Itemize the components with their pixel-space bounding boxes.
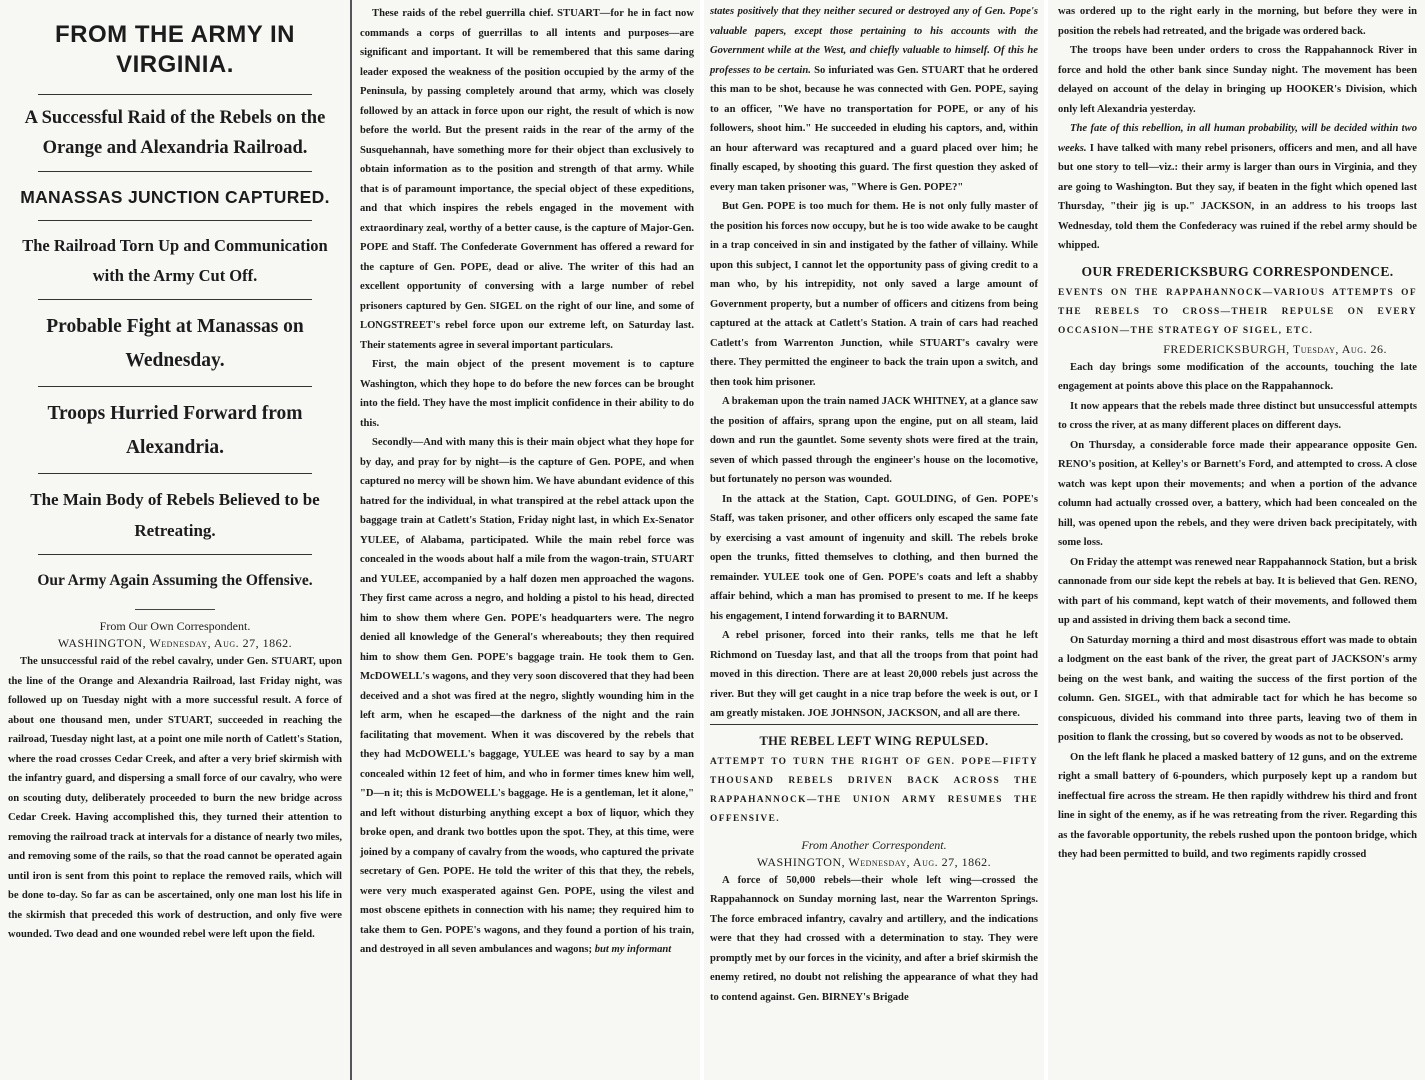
section-headline: OUR FREDERICKSBURG CORRESPONDENCE. [1081, 263, 1394, 279]
column-4 [1048, 0, 1425, 1080]
article-paragraph: On the left flank he placed a masked battery of 12 guns, and on the extreme right a small battery of 6-pounders, which purposely kept up a random but ineffectual fire across the stream. He then rapidly withdrew his third and front line in sight of the enemy, as if he was retreating from the river. Regarding this as the favorable opportunity, the rebels rushed upon the pontoon bridge, which they had been permitted to build, and two regiments rapidly crossed [1058, 751, 1417, 860]
article-paragraph [1058, 119, 1417, 256]
dateline: WASHINGTON, Wednesday, Aug. 27, 1862. [57, 636, 293, 650]
divider [38, 94, 312, 95]
article-paragraph: The unsuccessful raid of the rebel cavalry, under Gen. STUART, upon the line of the Orange and Alexandria Railroad, last Friday night, was followed up on Tuesday night with a more successful result. A force of about one thousand men, under STUART, succeeded in reaching the railroad, Tuesday night last, at a point one mile north of Catlett's Station, where the road crosses Cedar Creek, and after a very brief skirmish with the infantry guard, and dispersing a small force of our cavalry, who were on scouting duty, deliberately proceeded to burn the new bridge across Cedar Creek. Having accomplished this, they turned their attention to removing the railroad track at intervals for a distance of nearly two miles, and removing some of the rails, so that the road cannot be operated again until iron is sent from this point to replace the removed rails, which will be done to-day. So far as can be ascertained, only one man lost his life in the skirmish that preceded this work of destruction, and only five were wounded. Two dead and one wounded rebel were left upon the field. [8, 656, 342, 940]
article-paragraph: On Saturday morning a third and most disastrous effort was made to obtain a lodgment on the east bank of the river, the great part of JACKSON's army being on the west bank, and waiting the success of the first portion of the column. Gen. SIGEL, with that admirable tact for which he has become so conspicuous, divided his command into three parts, leaving two of them in position to flank the crossing, but so covered by woods as not to be observed. [1058, 634, 1417, 743]
main-headline: FROM THE ARMY IN VIRGINIA. [55, 21, 295, 78]
paragraph-italic-tail: but my informant [594, 944, 672, 955]
article-paragraph: In the attack at the Station, Capt. GOULDING, of Gen. POPE's Staff, was taken prisoner, and other officers only escaped the same fate by exercising a vast amount of ingenuity and skill. The rebels broke open the trunks, fitted themselves to clothing, and then burned the remainder. YULEE took one of Gen. POPE's coats and left a shabby affair behind, which a man has promised to present to me. If he keeps his engagement, I intend forwarding it to BARNUM. [710, 493, 1038, 622]
column-gap [1044, 0, 1047, 1080]
column-gap [700, 0, 703, 1080]
divider [38, 299, 312, 300]
headline-deck-railroad: The Railroad Torn Up and Communication with the Army Cut Off. [22, 236, 328, 285]
article-paragraph: These raids of the rebel guerrilla chief. STUART—for he in fact now commands a corps of guerrillas to all intents and purposes—are significant and important. It will be remembered that this same daring leader exposed the weakness of the position occupied by the army of the Peninsula, by passing completely around that army, which was closely followed by an attack in force upon our right, the result of which is now before the world. But the present raids in the rear of the army of the Susquehannah, have something more for their object than exclusively to obtain information as to the position and strength of that army. While that is of paramount importance, the special object of these expeditions, and that which inspires the rebels engaged in the movement with extraordinary zeal, worthy of a better cause, is the capture of Major-Gen. POPE and Staff. The Confederate Government has offered a reward for the capture of Gen. POPE, dead or alive. The writer of this had an excellent opportunity of conversing with a large number of rebel prisoners captured by Gen. SIGEL on the right of our line, and some of LONGSTREET's rebel force upon our extreme left, on Saturday last. Their statements agree in several important particulars. [360, 8, 694, 351]
article-paragraph: A force of 50,000 rebels—their whole left wing—crossed the Rappahannock on Sunday morning last, near the Warrenton Springs. The force embraced infantry, cavalry and artillery, and the indications were that they had crossed with a determination to stay. They were promptly met by our forces in the vicinity, and after a brief skirmish the enemy retired, no doubt not relishing the appearance of what they had to contend against. Gen. BIRNEY's Brigade [710, 874, 1038, 1003]
divider [135, 609, 215, 610]
dateline: FREDERICKSBURGH, Tuesday, Aug. 26. [1163, 341, 1387, 356]
article-paragraph: On Thursday, a considerable force made their appearance opposite Gen. RENO's position, at Kelley's or Barnett's Ford, and attempted to cross. A close watch was kept upon their movements; and when a portion of the advance column had actually crossed over, a battery, which had been concealed on the hill, was opened upon the rebels, and they were driven back precipitately, with some loss. [1058, 439, 1417, 548]
paragraph-text: So infuriated was Gen. STUART that he ordered this man to be shot, because he was connected with Gen. POPE, saying to an officer, "We have no transportation for POPE, or any of his followers, shoot him." He succeeded in eluding his captors, and, within an hour afterward was recaptured and a guard placed over him; he finally escaped, by shooting this guard. The first question they asked of every man taken prisoner was, "Where is Gen. POPE?" [710, 64, 1039, 193]
article-paragraph [710, 2, 1038, 197]
divider [710, 724, 1038, 725]
byline: From Our Own Correspondent. [99, 619, 251, 633]
headline-deck-raid: A Successful Raid of the Rebels on the Orange and Alexandria Railroad. [24, 108, 326, 158]
divider [38, 220, 312, 221]
article-paragraph: A brakeman upon the train named JACK WHITNEY, at a glance saw the position of affairs, sprang upon the engine, put on all steam, laid down and run the gauntlet. Some seventy shots were fired at the train, seven of which passed through the engineer's house on the locomotive, but fortunately no person was wounded. [710, 396, 1038, 485]
section-deck: ATTEMPT TO TURN THE RIGHT OF GEN. POPE—FIFTY THOUSAND REBELS DRIVEN BACK ACROSS THE RAPPAHANNOCK—THE UNION ARMY RESUMES THE OFFENSIVE. [710, 756, 1038, 824]
column-1 [0, 0, 350, 1080]
paragraph-italic-lead: states positively that they neither secured or destroyed any of Gen. Pope's valuable papers, except those pertaining to his accounts with the Government while at the West, and chiefly valuable to himself. Of this he professes to be certain. [710, 6, 1038, 76]
paragraph-text: Secondly—And with many this is their main object what they hope for by day, and pray for by night—is the capture of Gen. POPE, and when captured no mercy will be shown him. We have abundant evidence of this hatred for the individual, in what transpired at the rebel attack upon the baggage train at Catlett's Station, Friday night last, in which Ex-Senator YULEE, of Alabama, participated. While the main rebel force was concealed in the woods about half a mile from the wagon-train, STUART and YULEE, accompanied by a half dozen men approached the wagons. They first came across a negro, and holding a pistol to his head, directed him to show them where Gen. POPE's headquarters were. The negro denied all knowledge of the General's whereabouts; they then required him to show them Gen. POPE's baggage train. He took them to Gen. McDOWELL's wagons, and they very soon discovered that they had been deceived and a shot was fired at the negro, slightly wounding him in the left arm, when he escaped—the darkness of the night and the rain facilitating that movement. When it was discovered by the rebels that they had McDOWELL's baggage, YULEE was heard to say by a man concealed within 12 feet of him, and who in former times knew him well, "D—n it; this is McDOWELL's baggage. He is a gentleman, let it alone," and left without disturbing anything except a box of liquor, which they broke open, and drank two bottles upon the spot. They, at this time, were joined by a company of cavalry from the woods, who captured the private secretary of Gen. POPE. He told the writer of this that they, the rebels, were very much exasperated against Gen. POPE, using the vilest and most obscene epithets in connection with his name; they required him to take them to Gen. POPE's wagons, and they found a portion of his train, and destroyed in all seven ambulances and wagons; [360, 437, 694, 955]
section-headline: THE REBEL LEFT WING REPULSED. [759, 733, 989, 748]
article-paragraph: A rebel prisoner, forced into their ranks, tells me that he left Richmond on Tuesday last, and that all the troops from that point had moved in this direction. There are at least 20,000 rebels just across the river. But they will get caught in a nice trap before the week is out, or I am greatly mistaken. JOE JOHNSON, JACKSON, and all are there. [710, 630, 1038, 719]
article-paragraph: On Friday the attempt was renewed near Rappahannock Station, but a brisk cannonade from our side kept the rebels at bay. It is believed that Gen. RENO, with part of his command, kept watch of their movements, and followed them up and assisted in driving them back a second time. [1058, 556, 1417, 626]
article-paragraph: was ordered up to the right early in the morning, but before they were in position the rebels had retreated, and the brigade was ordered back. [1058, 6, 1417, 37]
headline-deck-fight: Probable Fight at Manassas on Wednesday. [46, 316, 304, 371]
headline-deck-manassas: MANASSAS JUNCTION CAPTURED. [20, 187, 330, 207]
paragraph-italic-lead: The fate of this rebellion, in all human probability, will be decided within two weeks. [1058, 123, 1417, 154]
section-deck: EVENTS ON THE RAPPAHANNOCK—VARIOUS ATTEMPTS OF THE REBELS TO CROSS—THEIR REPULSE ON EVERY OCCASION—THE STRATEGY OF SIGEL, ETC. [1058, 287, 1417, 336]
byline: From Another Correspondent. [801, 837, 947, 852]
dateline: WASHINGTON, Wednesday, Aug. 27, 1862. [756, 854, 992, 869]
article-paragraph: First, the main object of the present movement is to capture Washington, which they hope to do before the new forces can be brought into the field. They have the most implicit confidence in their ability to do this. [360, 359, 694, 429]
article-paragraph: Each day brings some modification of the accounts, touching the late engagement at points above this place on the Rappahannock. [1058, 361, 1417, 392]
column-2 [352, 0, 700, 1080]
article-paragraph: The troops have been under orders to cross the Rappahannock River in force and hold the other bank since Sunday night. The movement has been delayed on account of the delay in bringing up HOOKER's Division, which only left Alexandria yesterday. [1058, 45, 1417, 115]
divider [38, 473, 312, 474]
paragraph-text: I have talked with many rebel prisoners, officers and men, and all have but one story to tell—viz.: their army is larger than ours in Virginia, and they are going to Washington. But they say, if beaten in the fight which opened last Thursday, "their jig is up." JACKSON, in an address to his troops last Wednesday, told them the Confederacy was ruined if the rebel army should be whipped. [1058, 142, 1417, 251]
column-3 [704, 0, 1044, 1080]
divider [38, 171, 312, 172]
article-paragraph [360, 433, 694, 960]
divider [38, 386, 312, 387]
article-paragraph: But Gen. POPE is too much for them. He is not only fully master of the position his forces now occupy, but he is too wide awake to be caught in a trap conceived in sin and instigated by the father of villainy. While upon this subject, I cannot let the opportunity pass of giving credit to a man who, by his intrepidity, not only saved a large amount of Government property, but a number of officers and citizens from being captured at the attack at Catlett's Station. A train of cars had reached Catlett's from Warrenton Junction, while STUART's cavalry were there. They permitted the engineer to back the train upon a switch, and then took him prisoner. [710, 201, 1038, 388]
headline-deck-retreating: The Main Body of Rebels Believed to be Retreating. [30, 490, 320, 540]
divider [38, 554, 312, 555]
headline-deck-offensive: Our Army Again Assuming the Offensive. [37, 572, 313, 589]
headline-deck-troops: Troops Hurried Forward from Alexandria. [47, 403, 303, 458]
article-paragraph: It now appears that the rebels made three distinct but unsuccessful attempts to cross the river, at as many different places on different days. [1058, 400, 1417, 431]
